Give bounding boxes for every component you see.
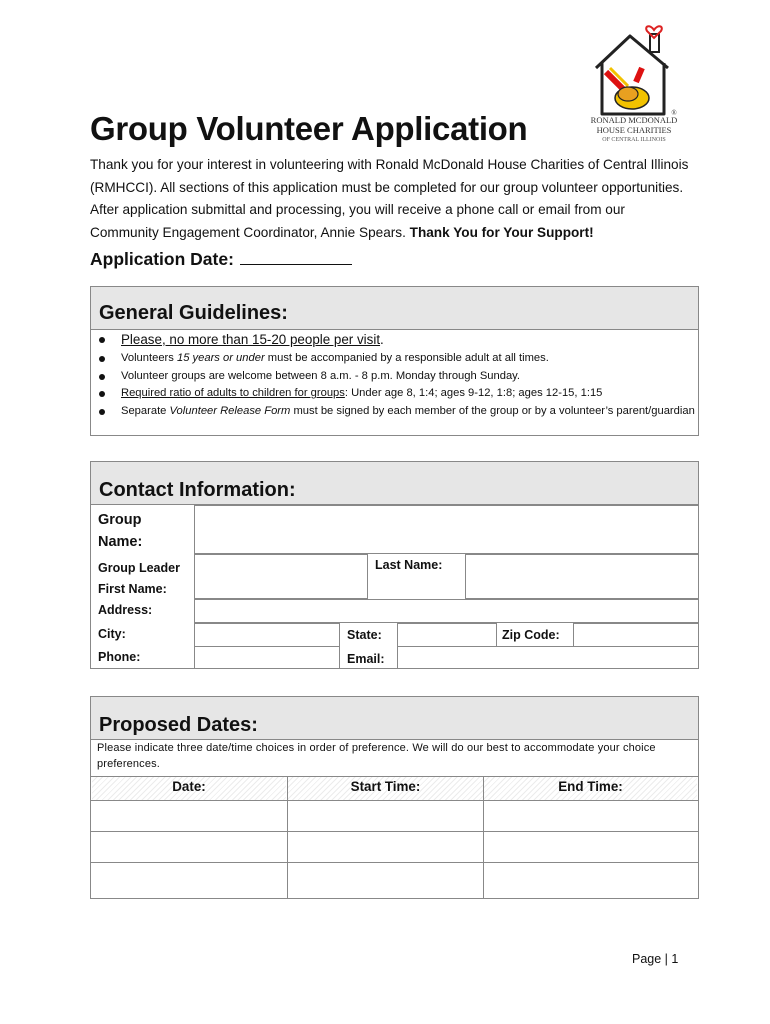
proposed-dates-note: Please indicate three date/time choices in order of preference. We will do our best to accommodate your choice preferences. (97, 742, 656, 770)
proposed-heading: Proposed Dates: (91, 697, 698, 740)
end-time-cell-2[interactable] (484, 832, 697, 862)
intro-thanks: Thank You for Your Support! (409, 224, 594, 240)
proposed-dates-section (90, 696, 699, 899)
general-guidelines-section (90, 286, 699, 436)
zip-code-field[interactable] (573, 623, 699, 647)
guideline-item: Required ratio of adults to children for groups: Under age 8, 1:4; ages 9-12, 1:8; ages 12-15, 1:15 (91, 385, 698, 403)
bullet-icon (99, 409, 105, 415)
intro-text: Thank you for your interest in volunteering with Ronald McDonald House Charities of Central Illinois (RMHCCI). All sections of this application must be completed for our group volunteer opportunities. After application submittal and processing, you will receive a phone call or email from our Community Engagement Coordinator, Annie Spears. (90, 157, 689, 240)
guideline-item: Separate Volunteer Release Form must be signed by each member of the group or by a volunteer’s parent/guardian (91, 403, 698, 421)
zip-code-label: Zip Code: (502, 628, 560, 642)
application-date (90, 248, 352, 270)
bullet-icon (99, 391, 105, 397)
rmhc-logo (584, 16, 684, 146)
group-name-label: Group Name: (98, 512, 143, 550)
guidelines-heading: General Guidelines: (91, 287, 698, 330)
city-label: City: (98, 627, 126, 641)
leader-first-name-label: Group Leader First Name: (98, 561, 180, 596)
guideline-item: Volunteer groups are welcome between 8 a.m. - 8 p.m. Monday through Sunday. (91, 368, 698, 386)
email-label: Email: (347, 652, 385, 666)
leader-first-name-field[interactable] (194, 554, 368, 599)
guideline-item: Volunteers 15 years or under must be accompanied by a responsible adult at all times. (91, 350, 698, 368)
logo-line-2: HOUSE CHARITIES (596, 125, 672, 135)
registered-mark: ® (671, 109, 677, 117)
start-time-cell-1[interactable] (288, 801, 482, 831)
start-time-cell-3[interactable] (288, 863, 482, 898)
state-field[interactable] (397, 623, 497, 647)
date-cell-3[interactable] (92, 863, 286, 898)
page-title: Group Volunteer Application (90, 110, 528, 147)
start-time-cell-2[interactable] (288, 832, 482, 862)
guideline-item: Please, no more than 15-20 people per visit. (91, 330, 698, 350)
phone-field[interactable] (194, 646, 340, 669)
end-time-cell-1[interactable] (484, 801, 697, 831)
last-name-label: Last Name: (375, 558, 443, 572)
page-number: Page | 1 (632, 952, 679, 966)
contact-heading: Contact Information: (91, 462, 698, 505)
application-date-blank[interactable] (240, 248, 352, 265)
address-label: Address: (98, 603, 153, 617)
application-date-label: Application Date: (90, 249, 234, 269)
date-cell-1[interactable] (92, 801, 286, 831)
group-name-field[interactable] (194, 505, 699, 554)
intro-paragraph (90, 154, 690, 244)
end-time-column-header: End Time: (484, 777, 697, 801)
house-hands-logo-icon (584, 16, 684, 116)
state-label: State: (347, 628, 382, 642)
logo-line-3: OF CENTRAL ILLINOIS (602, 137, 666, 143)
bullet-icon (99, 356, 105, 362)
contact-information-section (90, 461, 699, 669)
email-field[interactable] (397, 646, 699, 669)
city-field[interactable] (194, 623, 340, 647)
logo-line-1: RONALD MCDONALD (590, 115, 678, 125)
guidelines-list (91, 330, 698, 420)
bullet-icon (99, 374, 105, 380)
start-time-column-header: Start Time: (288, 777, 483, 801)
bullet-icon (99, 337, 105, 343)
end-time-cell-3[interactable] (484, 863, 697, 898)
date-column-header: Date: (92, 777, 286, 801)
date-cell-2[interactable] (92, 832, 286, 862)
address-field[interactable] (194, 599, 699, 623)
phone-label: Phone: (98, 650, 141, 664)
last-name-field[interactable] (465, 554, 699, 599)
